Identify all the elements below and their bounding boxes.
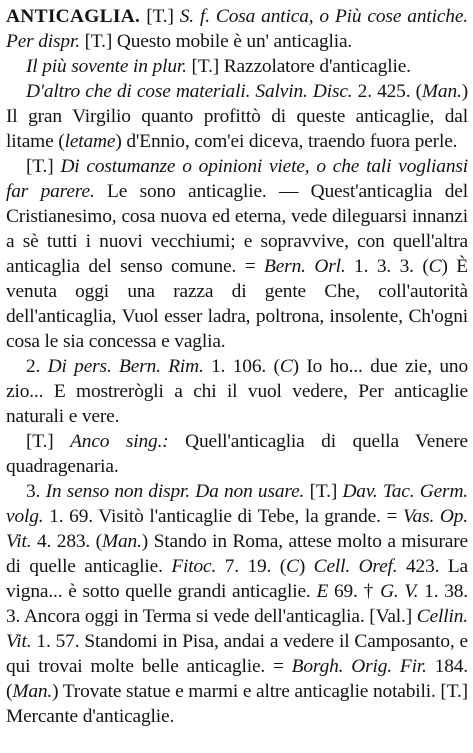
text-run: ) xyxy=(298,556,314,577)
entry-paragraph xyxy=(6,354,468,429)
italic-run: E xyxy=(316,581,329,602)
italic-run: C xyxy=(286,556,299,577)
entry-paragraph xyxy=(6,429,468,479)
italic-run: Cellin. Vit. xyxy=(6,606,468,652)
italic-run: G. V. xyxy=(380,581,419,602)
text-run: 1. 69. Visitò l'anticaglie di Tebe, la grande. = xyxy=(43,506,403,527)
italic-run: Fitoc. xyxy=(171,556,217,577)
italic-run: C xyxy=(279,356,293,377)
text-run: 423. La vigna... è sotto quelle grandi anticaglie. xyxy=(6,556,468,602)
text-run: ) Il gran Virgilio quanto profittò di queste anticaglie, dal litame ( xyxy=(6,81,468,152)
italic-run: Il più sovente in plur. xyxy=(26,56,187,77)
entry-paragraph xyxy=(6,479,468,729)
italic-run: Cell. Oref. xyxy=(313,556,398,577)
text-run: ) È venuta oggi una razza di gente Che, coll'autorità dell'anticaglia, Vuol esser ladra, poltrona, insolente, Ch'ogni cosa le sia concessa e vaglia. xyxy=(6,256,468,352)
italic-run: Di pers. Bern. Rim. xyxy=(47,356,204,377)
text-run: 69. † xyxy=(328,581,381,602)
italic-run: S. f. Cosa antica, o Più cose antiche. Per dispr. xyxy=(6,6,468,52)
text-run: [T.] Razzolatore d'anticaglie. xyxy=(186,56,411,77)
text-run: [T.] xyxy=(26,431,71,452)
text-run: 1. 57. Standomi in Pisa, andai a vedere il Camposanto, e qui trovai molte belle anticaglie. = xyxy=(6,631,468,677)
text-run: ) Trovate statue e marmi e altre anticaglie notabili. [T.] Mercante d'anticaglie. xyxy=(6,681,468,727)
text-run: [T.] xyxy=(140,6,180,27)
italic-run: Bern. Orl. xyxy=(264,256,346,277)
text-run: ) Io ho... due zie, uno zio... E mostrerògli a chi il vuol vedere, Per anticaglie naturali e vere. xyxy=(6,356,468,427)
text-run: Le sono anticaglie. — Quest'anticaglia del Cristianesimo, cosa nuova ed eterna, vede dileguarsi innanzi a sè tutti i nuovi vecchiumi; e sopravvive, con quell'altra anticaglia del senso comune. = xyxy=(6,181,468,277)
text-run: 184. ( xyxy=(6,656,468,702)
italic-run: Vas. Op. Vit. xyxy=(6,506,468,552)
text-run: 4. 283. ( xyxy=(31,531,102,552)
headword: ANTICAGLIA. xyxy=(6,6,141,27)
italic-run: Man. xyxy=(421,81,462,102)
italic-run: Dav. Tac. Germ. volg. xyxy=(6,481,468,527)
italic-run: Di costumanze o opinioni viete, o che tali vogliansi far parere. xyxy=(6,156,468,202)
text-run: 7. 19. ( xyxy=(216,556,287,577)
text-run: 2. xyxy=(26,356,48,377)
italic-run: Borgh. Orig. Fir. xyxy=(291,656,427,677)
text-run: [T.] xyxy=(304,481,343,502)
text-run: 1. 106. ( xyxy=(203,356,280,377)
text-run: 3. xyxy=(26,481,46,502)
italic-run: Anco sing.: xyxy=(70,431,169,452)
italic-run: Man. xyxy=(12,681,53,702)
text-run: [T.] Questo mobile è un' anticaglia. xyxy=(79,31,353,52)
italic-run: C xyxy=(428,256,442,277)
entry-paragraph xyxy=(6,154,468,354)
italic-run: Man. xyxy=(102,531,142,552)
text-run: ) Stando in Roma, attese molto a misurare di quelle anticaglie. xyxy=(6,531,468,577)
text-run: [T.] xyxy=(26,156,61,177)
entry-paragraph xyxy=(6,54,468,79)
text-run: Quell'anticaglia di quella Venere quadragenaria. xyxy=(6,431,469,477)
italic-run: letame xyxy=(64,131,116,152)
entry-paragraph xyxy=(6,79,468,154)
entry-paragraph xyxy=(6,4,468,54)
italic-run: D'altro che di cose materiali. Salvin. Disc. xyxy=(26,81,353,102)
italic-run: In senso non dispr. Da non usare. xyxy=(45,481,305,502)
text-run: 1. 38. 3. Ancora oggi in Terma si vede dell'anticaglia. [Val.] xyxy=(6,581,468,627)
text-run: ) d'Ennio, com'ei diceva, traendo fuora perle. xyxy=(115,131,458,152)
text-run: 2. 425. ( xyxy=(352,81,422,102)
text-run: 1. 3. 3. ( xyxy=(345,256,429,277)
